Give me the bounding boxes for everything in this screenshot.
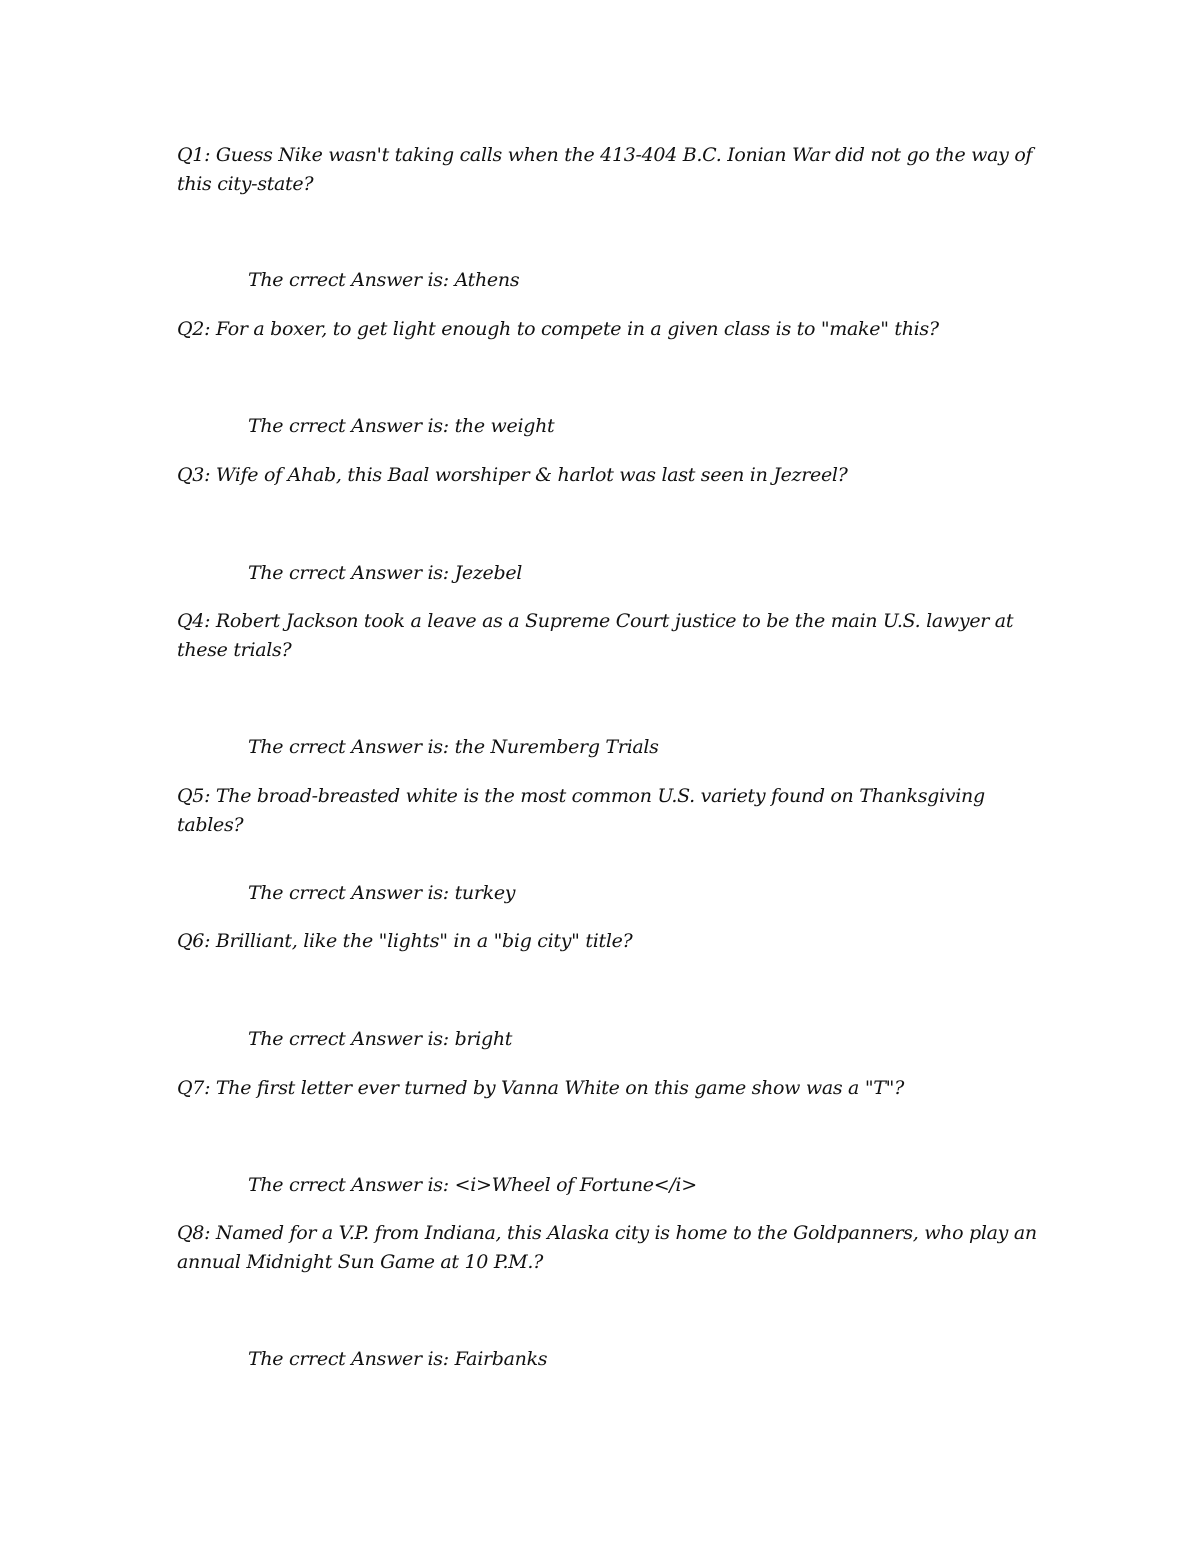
answer-8: Fairbanks bbox=[454, 1348, 548, 1370]
answer-line-4 bbox=[248, 733, 659, 762]
answer-prefix: The crrect Answer is: bbox=[248, 1174, 455, 1196]
answer-prefix: The crrect Answer is: bbox=[248, 562, 455, 584]
answer-line-6 bbox=[248, 1025, 512, 1054]
question-5: Q5: The broad-breasted white is the most common U.S. variety found on Thanksgiving tables? bbox=[177, 785, 985, 836]
answer-prefix: The crrect Answer is: bbox=[248, 736, 455, 758]
qa-item-7 bbox=[177, 1074, 1037, 1196]
question-6: Q6: Brilliant, like the "lights" in a "big city" title? bbox=[177, 930, 633, 952]
question-4: Q4: Robert Jackson took a leave as a Supreme Court justice to be the main U.S. lawyer at these trials? bbox=[177, 610, 1014, 661]
answer-prefix: The crrect Answer is: bbox=[248, 415, 455, 437]
answer-prefix: The crrect Answer is: bbox=[248, 882, 455, 904]
answer-prefix: The crrect Answer is: bbox=[248, 1028, 455, 1050]
answer-7: <i>Wheel of Fortune</i> bbox=[454, 1174, 697, 1196]
qa-item-8 bbox=[177, 1219, 1037, 1370]
qa-item-6 bbox=[177, 927, 1037, 1050]
answer-1: Athens bbox=[454, 269, 520, 291]
answer-5: turkey bbox=[454, 882, 516, 904]
question-8: Q8: Named for a V.P. from Indiana, this Alaska city is home to the Goldpanners, who play an annual Midnight Sun Game at 10 P.M.? bbox=[177, 1222, 1037, 1273]
qa-item-1 bbox=[177, 141, 1037, 291]
answer-2: the weight bbox=[454, 415, 555, 437]
answer-line-5 bbox=[248, 879, 515, 908]
answer-line-7 bbox=[248, 1171, 697, 1200]
answer-line-2 bbox=[248, 412, 554, 441]
question-1: Q1: Guess Nike wasn't taking calls when the 413-404 B.C. Ionian War did not go the way of this city-state? bbox=[177, 144, 1033, 195]
qa-item-3 bbox=[177, 461, 1037, 584]
question-2: Q2: For a boxer, to get light enough to compete in a given class is to "make" this? bbox=[177, 318, 939, 340]
answer-line-3 bbox=[248, 559, 522, 588]
answer-6: bright bbox=[454, 1028, 513, 1050]
qa-item-2 bbox=[177, 315, 1037, 437]
answer-line-1 bbox=[248, 266, 519, 295]
answer-4: the Nuremberg Trials bbox=[454, 736, 659, 758]
question-3: Q3: Wife of Ahab, this Baal worshiper & harlot was last seen in Jezreel? bbox=[177, 464, 848, 486]
question-7: Q7: The first letter ever turned by Vanna White on this game show was a "T"? bbox=[177, 1077, 904, 1099]
qa-item-4 bbox=[177, 607, 1037, 758]
answer-prefix: The crrect Answer is: bbox=[248, 269, 455, 291]
answer-prefix: The crrect Answer is: bbox=[248, 1348, 455, 1370]
answer-line-8 bbox=[248, 1345, 547, 1374]
qa-item-5 bbox=[177, 782, 1037, 904]
answer-3: Jezebel bbox=[454, 562, 523, 584]
